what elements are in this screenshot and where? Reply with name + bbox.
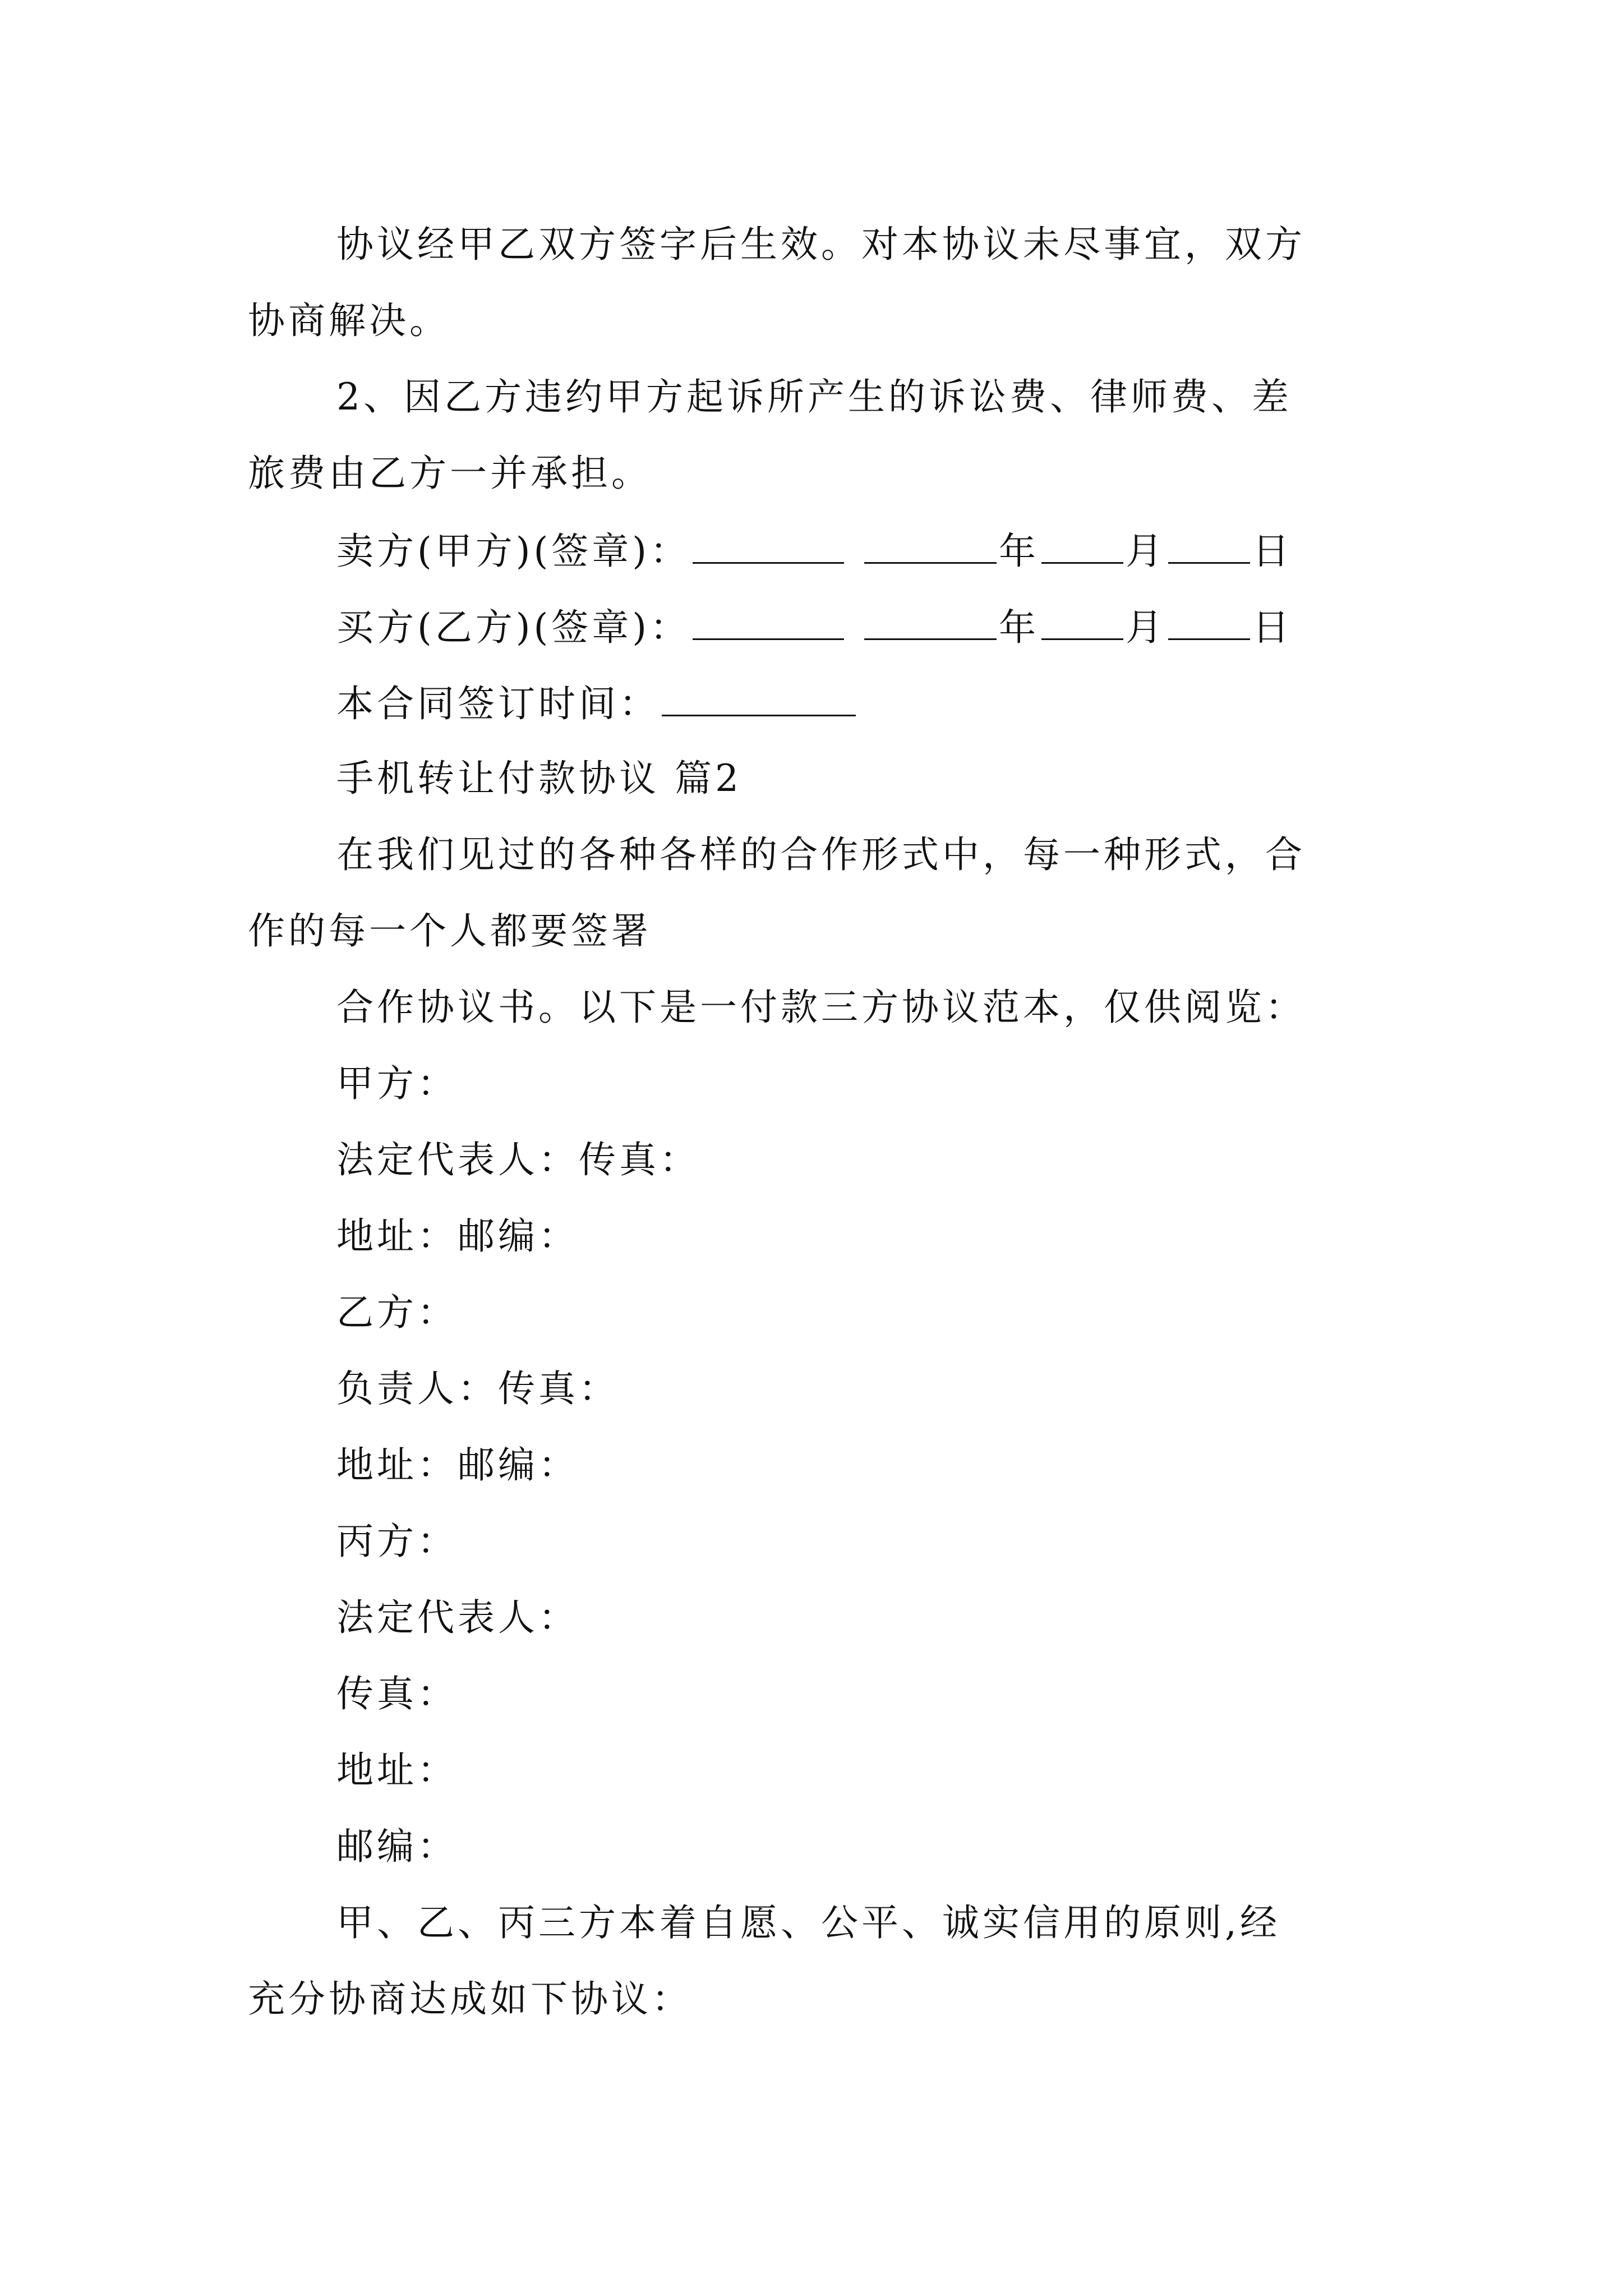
party-c-representative: 法定代表人：: [336, 1596, 579, 1639]
party-c-label: 丙方：: [336, 1520, 458, 1563]
paragraph-line: 旅费由乙方一并承担。: [248, 452, 652, 495]
paragraph-line: 作的每一个人都要签署: [248, 909, 652, 953]
party-c-fax: 传真：: [336, 1672, 458, 1715]
paragraph-line: 协议经甲乙双方签字后生效。对本协议未尽事宜，双方: [336, 223, 1306, 266]
party-c-postcode: 邮编：: [336, 1825, 458, 1868]
sign-time-label: 本合同签订时间：: [336, 682, 660, 725]
seller-signature-line: [336, 527, 1293, 574]
month-label: 月: [1126, 606, 1166, 649]
party-b-label: 乙方：: [336, 1291, 458, 1334]
sign-time-line: [336, 680, 858, 726]
spacer: [849, 529, 860, 564]
paragraph-line: 2、因乙方违约甲方起诉所产生的诉讼费、律师费、差: [336, 375, 1292, 418]
day-label: 日: [1252, 530, 1293, 573]
party-c-address: 地址：: [336, 1749, 458, 1792]
year-label: 年: [999, 530, 1039, 573]
buyer-signature-line: [336, 604, 1293, 650]
paragraph-line: 合作协议书。以下是一付款三方协议范本，仅供阅览：: [336, 986, 1306, 1029]
section-title: 手机转让付款协议 篇2: [336, 757, 742, 800]
month-blank: [1041, 604, 1123, 640]
paragraph-line: 在我们见过的各种各样的合作形式中，每一种形式，合: [336, 833, 1306, 876]
day-blank: [1168, 604, 1250, 640]
day-label: 日: [1252, 606, 1293, 649]
buyer-signature-blank: [693, 604, 844, 640]
year-label: 年: [999, 606, 1039, 649]
party-b-responsible: 负责人：传真：: [336, 1367, 619, 1410]
party-a-address: 地址：邮编：: [336, 1214, 579, 1258]
party-a-label: 甲方：: [336, 1062, 458, 1105]
paragraph-line: 协商解决。: [248, 299, 450, 342]
seller-label: 卖方(甲方)(签章)：: [336, 530, 690, 573]
party-b-address: 地址：邮编：: [336, 1443, 579, 1487]
year-blank: [864, 604, 997, 640]
day-blank: [1168, 527, 1250, 564]
sign-time-blank: [662, 680, 856, 716]
month-blank: [1041, 527, 1123, 564]
paragraph-line: 充分协商达成如下协议：: [248, 1977, 692, 2021]
year-blank: [864, 527, 997, 564]
seller-signature-blank: [693, 527, 844, 564]
month-label: 月: [1126, 530, 1166, 573]
spacer: [849, 605, 860, 640]
buyer-label: 买方(乙方)(签章)：: [336, 606, 690, 649]
paragraph-line: 甲、乙、丙三方本着自愿、公平、诚实信用的原则,经: [336, 1901, 1280, 1944]
party-a-representative: 法定代表人：传真：: [336, 1138, 700, 1181]
